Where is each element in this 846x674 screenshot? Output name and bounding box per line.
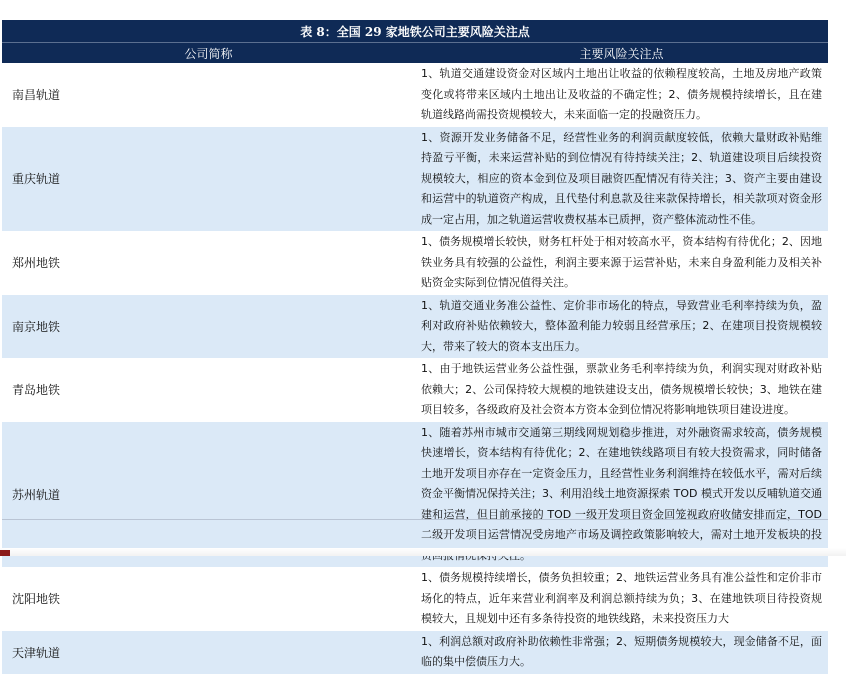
company-name: 南昌轨道 — [2, 63, 415, 127]
table-row — [2, 127, 828, 232]
table-title: 表 8：全国 29 家地铁公司主要风险关注点 — [2, 20, 828, 43]
risk-text: 1、随着苏州市城市交通第三期线网规划稳步推进，对外融资需求较高，债务规模快速增长，资本结构有待优化；2、在建地铁线路项目有较大投资需求，同时储备土地开发项目亦存在一定资金压力，且经营性业务利润维持在较低水平，需对后续资金平衡情况保持关注；3、利用沿线土地资源探索 TOD 模式开发以反哺轨道交通建和运营，但目前承接的 TOD 一级开发项目资金回笼视政府收储安排而定，TOD 二级开发项目运营情况受房地产市场及调控政策影响较大，需对土地开发板块的投 — [415, 422, 828, 568]
company-name: 青岛地铁 — [2, 358, 415, 422]
risk-table — [2, 20, 828, 674]
table-title-row — [2, 20, 828, 43]
risk-text: 1、由于地铁运营业务公益性强，票款业务毛利率持续为负，利润实现对财政补贴依赖大；2、公司保持较大规模的地铁建设支出，债务规模增长较快；3、地铁在建项目较多，各级政府及社会资本方资本金到位情况将影响地铁项目建设进度。 — [415, 358, 828, 422]
table-row — [2, 631, 828, 674]
company-name: 苏州轨道 — [2, 422, 415, 568]
company-name: 重庆轨道 — [2, 127, 415, 232]
company-name: 天津轨道 — [2, 631, 415, 674]
risk-text: 1、轨道交通业务准公益性、定价非市场化的特点，导致营业毛利率持续为负，盈利对政府补贴依赖较大，整体盈利能力较弱且经营承压；2、在建项目投资规模较大，带来了较大的资本支出压力。 — [415, 295, 828, 359]
header-company: 公司简称 — [2, 43, 415, 64]
table-row — [2, 231, 828, 295]
table-row — [2, 422, 828, 568]
risk-text: 1、债务规模持续增长，债务负担较重；2、地铁运营业务具有准公益性和定价非市场化的特点，近年来营业利润率及利润总额持续为负；3、在建地铁项目待投资规模较大，且规划中还有多条待投资的地铁线路，未来投资压力大 — [415, 567, 828, 631]
page-footer-bar — [0, 548, 846, 556]
table-row — [2, 358, 828, 422]
company-name: 沈阳地铁 — [2, 567, 415, 631]
risk-table-container — [2, 20, 828, 674]
header-risk: 主要风险关注点 — [415, 43, 828, 64]
risk-text: 1、债务规模增长较快，财务杠杆处于相对较高水平，资本结构有待优化；2、因地铁业务具有较强的公益性，利润主要来源于运营补贴，未来自身盈利能力及相关补贴资金实际到位情况值得关注。 — [415, 231, 828, 295]
table-row — [2, 567, 828, 631]
table-header-row — [2, 43, 828, 64]
company-name: 郑州地铁 — [2, 231, 415, 295]
risk-text: 1、利润总额对政府补助依赖性非常强；2、短期债务规模较大，现金储备不足，面临的集中偿债压力大。 — [415, 631, 828, 674]
table-row — [2, 295, 828, 359]
company-name: 南京地铁 — [2, 295, 415, 359]
table-row — [2, 63, 828, 127]
risk-text: 1、轨道交通建设资金对区域内土地出让收益的依赖程度较高，土地及房地产政策变化或将带来区域内土地出让及收益的不确定性；2、债务规模持续增长，且在建轨道线路尚需投资规模较大，未来面临一定的投融资压力。 — [415, 63, 828, 127]
risk-text: 1、资源开发业务储备不足，经营性业务的利润贡献度较低，依赖大量财政补贴维持盈亏平衡，未来运营补贴的到位情况有待持续关注；2、轨道建设项目后续投资规模较大，相应的资本金到位及项目融资匹配情况有待关注；3、资产主要由建设和运营中的轨道资产构成，且代垫付利息款及往来款保持增长，相关款项对资金形成一定占用，加之轨道运营收费权基本已质押，资产整体流动性不佳。 — [415, 127, 828, 232]
table-bottom-rule — [2, 519, 828, 520]
